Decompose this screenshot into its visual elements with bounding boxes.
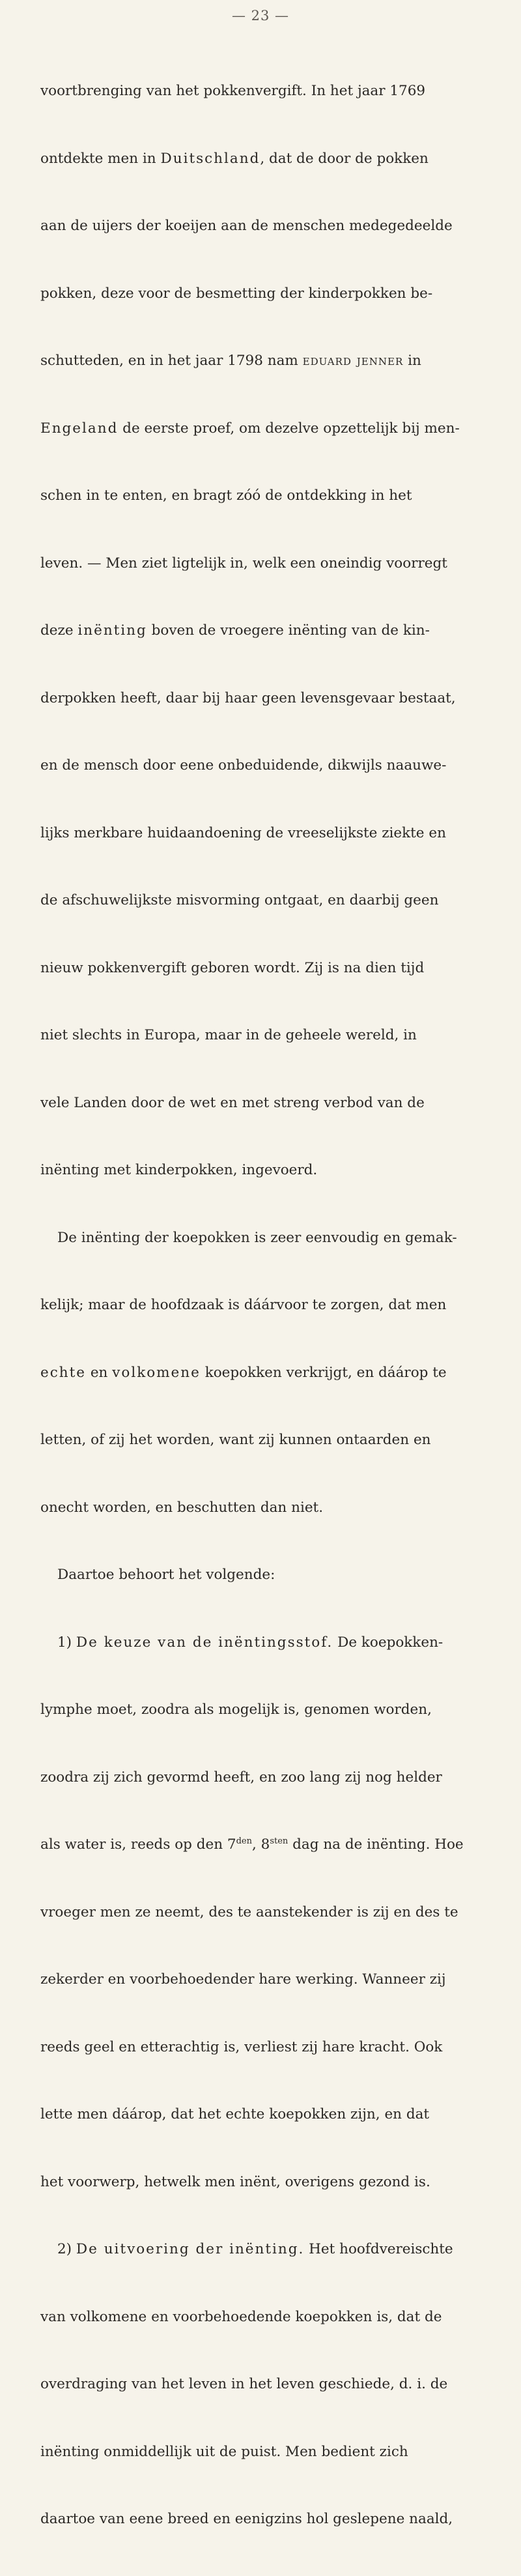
section-heading: De uitvoering der inënting. <box>76 2241 305 2257</box>
text-line: voortbrenging van het pokkenvergift. In het jaar 1769 <box>40 83 426 99</box>
text-line: niet slechts in Europa, maar in de geheele wereld, in <box>40 1027 417 1043</box>
text-line: letten, of zij het worden, want zij kunnen ontaarden en <box>40 1432 431 1448</box>
text-line: leven. — Men ziet ligtelijk in, welk een oneindig voorregt <box>40 555 447 572</box>
text-line: deze inënting boven de vroegere inënting van de kin- <box>40 622 430 639</box>
text-line: echte en volkomene koepokken verkrijgt, en dáárop te <box>40 1364 447 1381</box>
text-line: lijks merkbare huidaandoening de vreeselijkste ziekte en <box>40 824 446 841</box>
text-line: als water is, reeds op den $7^{den}$, $8^{sten}$ dag na de inënting. Hoe <box>40 1836 464 1853</box>
text-line: kelijk; maar de hoofdzaak is dáárvoor te zorgen, dat men <box>40 1297 447 1313</box>
text-line: daartoe van eene breed en eenigzins hol geslepene naald, <box>40 2511 453 2527</box>
text-line: De inënting der koepokken is zeer eenvoudig en gemak- <box>57 1229 457 1246</box>
text-line: en de mensch door eene onbeduidende, dikwijls naauwe- <box>40 757 447 774</box>
text-line: overdraging van het leven in het leven geschiede, d. i. de <box>40 2376 448 2392</box>
text-line: lymphe moet, zoodra als mogelijk is, genomen worden, <box>40 1701 432 1718</box>
text-line: Daartoe behoort het volgende: <box>57 1567 275 1583</box>
spaced-word: Engeland <box>40 420 119 437</box>
superscript: den <box>236 1836 252 1846</box>
text-line: inënting onmiddellijk uit de puist. Men bedient zich <box>40 2443 408 2460</box>
text-line: aan de uijers der koeijen aan de menschen medegedeelde <box>40 218 453 234</box>
text-line: vele Landen door de wet en met streng verbod van de <box>40 1094 425 1111</box>
text-line: onecht worden, en beschutten dan niet. <box>40 1499 324 1516</box>
text-line: reeds geel en etterachtig is, verliest zij hare kracht. Ook <box>40 2038 443 2055</box>
spaced-word: inënting <box>77 622 147 639</box>
superscript: sten <box>270 1836 289 1846</box>
text-line: zekerder en voorbehoedender hare werking. Wanneer zij <box>40 1971 446 1988</box>
text-line: schutteden, en in het jaar 1798 nam eduard jenner in <box>40 353 421 369</box>
page-number: — 23 — <box>231 8 290 23</box>
text-line: het voorwerp, hetwelk men inënt, overigens gezond is. <box>40 2173 430 2190</box>
text-line: lette men dáárop, dat het echte koepokken zijn, en dat <box>40 2106 430 2122</box>
text-line: Engeland de eerste proef, om dezelve opzettelijk bij men- <box>40 420 460 437</box>
text-line: pokken, deze voor de besmetting der kinderpokken be- <box>40 285 433 302</box>
text-line: inënting met kinderpokken, ingevoerd. <box>40 1162 318 1178</box>
text-line: 2) De uitvoering der inënting. Het hoofdvereischte <box>57 2241 453 2257</box>
text-line: vroeger men ze neemt, des te aanstekender is zij en des te <box>40 1903 458 1920</box>
name-smallcaps: eduard jenner <box>302 353 404 369</box>
spaced-word: echte <box>40 1364 86 1381</box>
body-text <box>40 35 490 2576</box>
text-line: van volkomene en voorbehoedende koepokken is, dat de <box>40 2308 442 2325</box>
section-heading: De keuze van de inëntingsstof. <box>76 1634 333 1651</box>
text-line: 1) De keuze van de inëntingsstof. De koepokken- <box>57 1634 444 1651</box>
text-line: zoodra zij zich gevormd heeft, en zoo lang zij nog helder <box>40 1769 442 1786</box>
text-line: nieuw pokkenvergift geboren wordt. Zij is na dien tijd <box>40 959 425 976</box>
text-line: derpokken heeft, daar bij haar geen levensgevaar bestaat, <box>40 689 456 706</box>
spaced-word: volkomene <box>112 1364 201 1381</box>
spaced-word: Duitschland <box>160 150 260 167</box>
text-line: schen in te enten, en bragt zóó de ontdekking in het <box>40 487 412 504</box>
text-line: de afschuwelijkste misvorming ontgaat, en daarbij geen <box>40 892 439 908</box>
text-line: ontdekte men in Duitschland, dat de door de pokken <box>40 150 429 167</box>
